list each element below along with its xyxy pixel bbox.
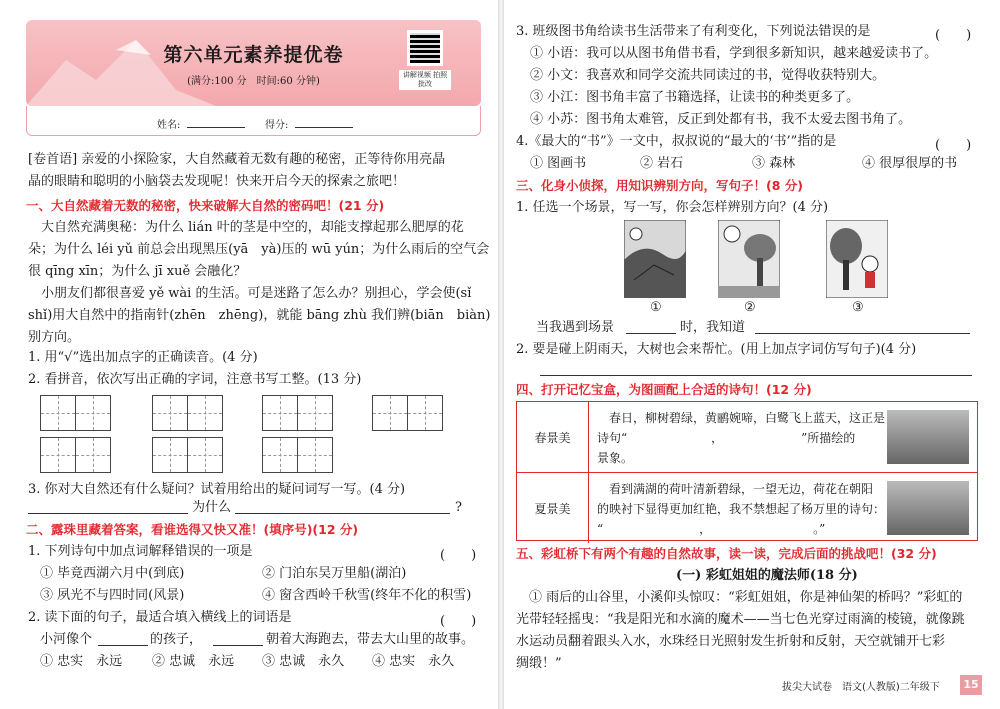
answer-line[interactable]	[235, 500, 450, 514]
name-label: 姓名:	[157, 120, 181, 131]
scene-label: ①	[650, 300, 662, 315]
story-line: 绸缎！”	[516, 656, 562, 671]
poem-line: 的映衬下显得更加红艳，我不禁想起了杨万里的诗句：	[597, 502, 886, 516]
writing-grid[interactable]	[262, 395, 298, 431]
option: ② 门泊东吴万里船(湖泊)	[262, 566, 407, 581]
section-heading: 二、露珠里藏着答案，看谁选得又快又准！(填序号)(12 分)	[26, 522, 359, 537]
option: ② 小文：我喜欢和同学交流共同读过的书，觉得收获特别大。	[530, 68, 886, 83]
passage-line: shǐ)用大自然中的指南针(zhēn zhēng)，就能 bāng zhù 我们辨(biān biàn)	[28, 308, 491, 323]
option: ③ 森林	[752, 156, 796, 171]
question: 2. 读下面的句子，最适合填入横线上的词语是	[28, 610, 292, 625]
option: ③ 小江：图书角丰富了书籍选择，让读书的种类更多了。	[530, 90, 860, 105]
poem-line: 诗句“ ， ”所描绘的	[597, 431, 856, 445]
passage-line: 小朋友们都很喜爱 yě wài 的生活。可是迷路了怎么办？别担心，学会使(sǐ	[28, 286, 472, 301]
page-title: 第六单元素养提优卷	[163, 44, 344, 66]
option: ④ 忠实 永久	[372, 654, 455, 669]
footer-brand: 拔尖大试卷 语文(人教版)二年级下	[782, 682, 940, 693]
poem-line: “ ， 。”	[597, 522, 826, 536]
fill-end: ?	[455, 500, 462, 515]
scene-child-tree-image	[826, 220, 888, 298]
option: ④ 很厚很厚的书	[862, 156, 958, 171]
option: ② 岩石	[640, 156, 684, 171]
question: 3. 你对大自然还有什么疑问？试着用给出的疑问词写一写。(4 分)	[28, 482, 406, 497]
question: 2. 看拼音，依次写出正确的字词，注意书写工整。(13 分)	[28, 372, 362, 387]
spring-scene-image	[887, 410, 969, 464]
qr-code-icon[interactable]	[407, 30, 443, 66]
preface-line: 晶的眼睛和聪明的小脑袋去发现呢！快来开启今天的探索之旅吧！	[28, 174, 406, 189]
answer-paren[interactable]: ( )	[935, 138, 972, 153]
option: ③ 忠诚 永久	[262, 654, 345, 669]
poem-row	[517, 472, 977, 542]
poem-row	[517, 402, 977, 472]
option: ③ 夙光不与四时同(风景)	[40, 588, 185, 603]
section-heading: 五、彩虹桥下有两个有趣的自然故事，读一读，完成后面的挑战吧！(32 分)	[516, 546, 937, 561]
fill-word: 为什么	[192, 500, 232, 515]
title-banner	[26, 20, 481, 106]
option: ① 图画书	[530, 156, 587, 171]
qr-caption: 讲解视频 拍照批改	[399, 70, 451, 90]
name-field[interactable]	[187, 116, 245, 128]
summer-lotus-image	[887, 481, 969, 535]
story-line: 光带轻轻摇曳：“我是阳光和水滴的魔术——当七色光穿过雨滴的棱镜，就像跳	[516, 612, 965, 627]
option: ④ 窗含西岭千秋雪(终年不化的积雪)	[262, 588, 472, 603]
writing-grid[interactable]	[187, 437, 223, 473]
option: ① 毕竟西湖六月中(到底)	[40, 566, 185, 581]
score-label: 得分:	[265, 120, 289, 131]
poem-text[interactable]	[597, 408, 889, 468]
scene-label: ③	[852, 300, 864, 315]
option: ① 小语：我可以从图书角借书看，学到很多新知识，越来越爱读书了。	[530, 46, 938, 61]
poem-line: 景象。	[597, 451, 634, 465]
passage-line: 大自然充满奥秘：为什么 lián 叶的茎是中空的，却能支撑起那么肥厚的花	[28, 220, 464, 235]
section-heading: 一、大自然藏着无数的秘密，快来破解大自然的密码吧！(21 分)	[26, 198, 385, 213]
section-heading: 四、打开记忆宝盒，为图画配上合适的诗句！(12 分)	[516, 382, 812, 397]
option: ① 忠实 永远	[40, 654, 123, 669]
writing-grid[interactable]	[75, 437, 111, 473]
answer-line[interactable]	[213, 632, 263, 646]
writing-grid[interactable]	[407, 395, 443, 431]
page-subtitle: (满分:100 分 时间:60 分钟)	[187, 76, 320, 87]
writing-grid[interactable]	[297, 437, 333, 473]
question: 4.《最大的“书”》一文中，叔叔说的“最大的‘书’”指的是	[516, 134, 837, 149]
poem-line: 看到满湖的荷叶清新碧绿，一望无边，荷花在朝阳	[597, 482, 874, 496]
sentence-part: 朝着大海跑去，带去大山里的故事。	[266, 632, 475, 647]
writing-grid[interactable]	[187, 395, 223, 431]
scene-rock-image	[624, 220, 686, 298]
writing-grid[interactable]	[40, 437, 76, 473]
option: ④ 小苏：图书角太难管，反正到处都有书，我不太爱去图书角了。	[530, 112, 912, 127]
passage-line: 朵；为什么 léi yǔ 前总会出现黑压(yā yà)压的 wū yún；为什么雨后的空气会	[28, 242, 490, 257]
section-heading: 三、化身小侦探，用知识辨别方向，写句子！(8 分)	[516, 178, 803, 193]
scene-label: ②	[744, 300, 756, 315]
poem-text[interactable]	[597, 479, 889, 539]
answer-paren[interactable]: ( )	[440, 614, 477, 629]
passage-line: 很 qīng xīn；为什么 jī xuě 会融化？	[28, 264, 247, 279]
fill-middle: 时，我知道	[680, 320, 746, 335]
answer-paren[interactable]: ( )	[440, 548, 477, 563]
fill-prefix: 当我遇到场景	[536, 320, 615, 335]
poem-line: 春日，柳树碧绿，黄鹂婉啼，白鹭飞上蓝天，这正是	[597, 411, 886, 425]
writing-grid[interactable]	[152, 437, 188, 473]
writing-grid[interactable]	[372, 395, 408, 431]
writing-grid[interactable]	[40, 395, 76, 431]
passage-line: 别方向。	[28, 330, 81, 345]
question: 1. 用“√”选出加点字的正确读音。(4 分)	[28, 350, 258, 365]
poem-label: 春景美	[517, 402, 589, 472]
answer-line[interactable]	[28, 500, 188, 514]
question: 2. 要是碰上阴雨天，大树也会来帮忙。(用上加点字词仿写句子)(4 分)	[516, 342, 917, 357]
question: 1. 下列诗句中加点词解释错误的一项是	[28, 544, 253, 559]
writing-grid[interactable]	[152, 395, 188, 431]
answer-line[interactable]	[540, 362, 972, 376]
writing-grid[interactable]	[297, 395, 333, 431]
story-title: (一) 彩虹姐姐的魔法师(18 分)	[676, 568, 858, 583]
preface-line: [卷首语] 亲爱的小探险家，大自然藏着无数有趣的秘密，正等待你用亮晶	[28, 152, 446, 167]
answer-line[interactable]	[98, 632, 148, 646]
story-line: 水运动员翻着跟头入水，水珠经日光照射发生折射和反射，天空就铺开七彩	[516, 634, 946, 649]
poem-table	[516, 401, 978, 541]
question: 1. 任选一个场景，写一写，你会怎样辨别方向？(4 分)	[516, 200, 829, 215]
writing-grid[interactable]	[75, 395, 111, 431]
page-number: 15	[960, 675, 982, 695]
answer-paren[interactable]: ( )	[935, 28, 972, 43]
writing-grid[interactable]	[262, 437, 298, 473]
score-field[interactable]	[295, 116, 353, 128]
name-score-bar	[26, 106, 481, 136]
option: ② 忠诚 永远	[152, 654, 235, 669]
poem-label: 夏景美	[517, 473, 589, 543]
answer-line[interactable]	[626, 320, 676, 334]
story-line: ① 雨后的山谷里，小溪仰头惊叹：“彩虹姐姐，你是神仙架的桥吗？”彩虹的	[516, 590, 963, 605]
scene-tree-image	[718, 220, 780, 298]
question: 3. 班级图书角给读书生活带来了有利变化，下列说法错误的是	[516, 24, 871, 39]
answer-line[interactable]	[755, 320, 970, 334]
sentence-part: 的孩子，	[150, 632, 203, 647]
sentence-part: 小河像个	[40, 632, 93, 647]
